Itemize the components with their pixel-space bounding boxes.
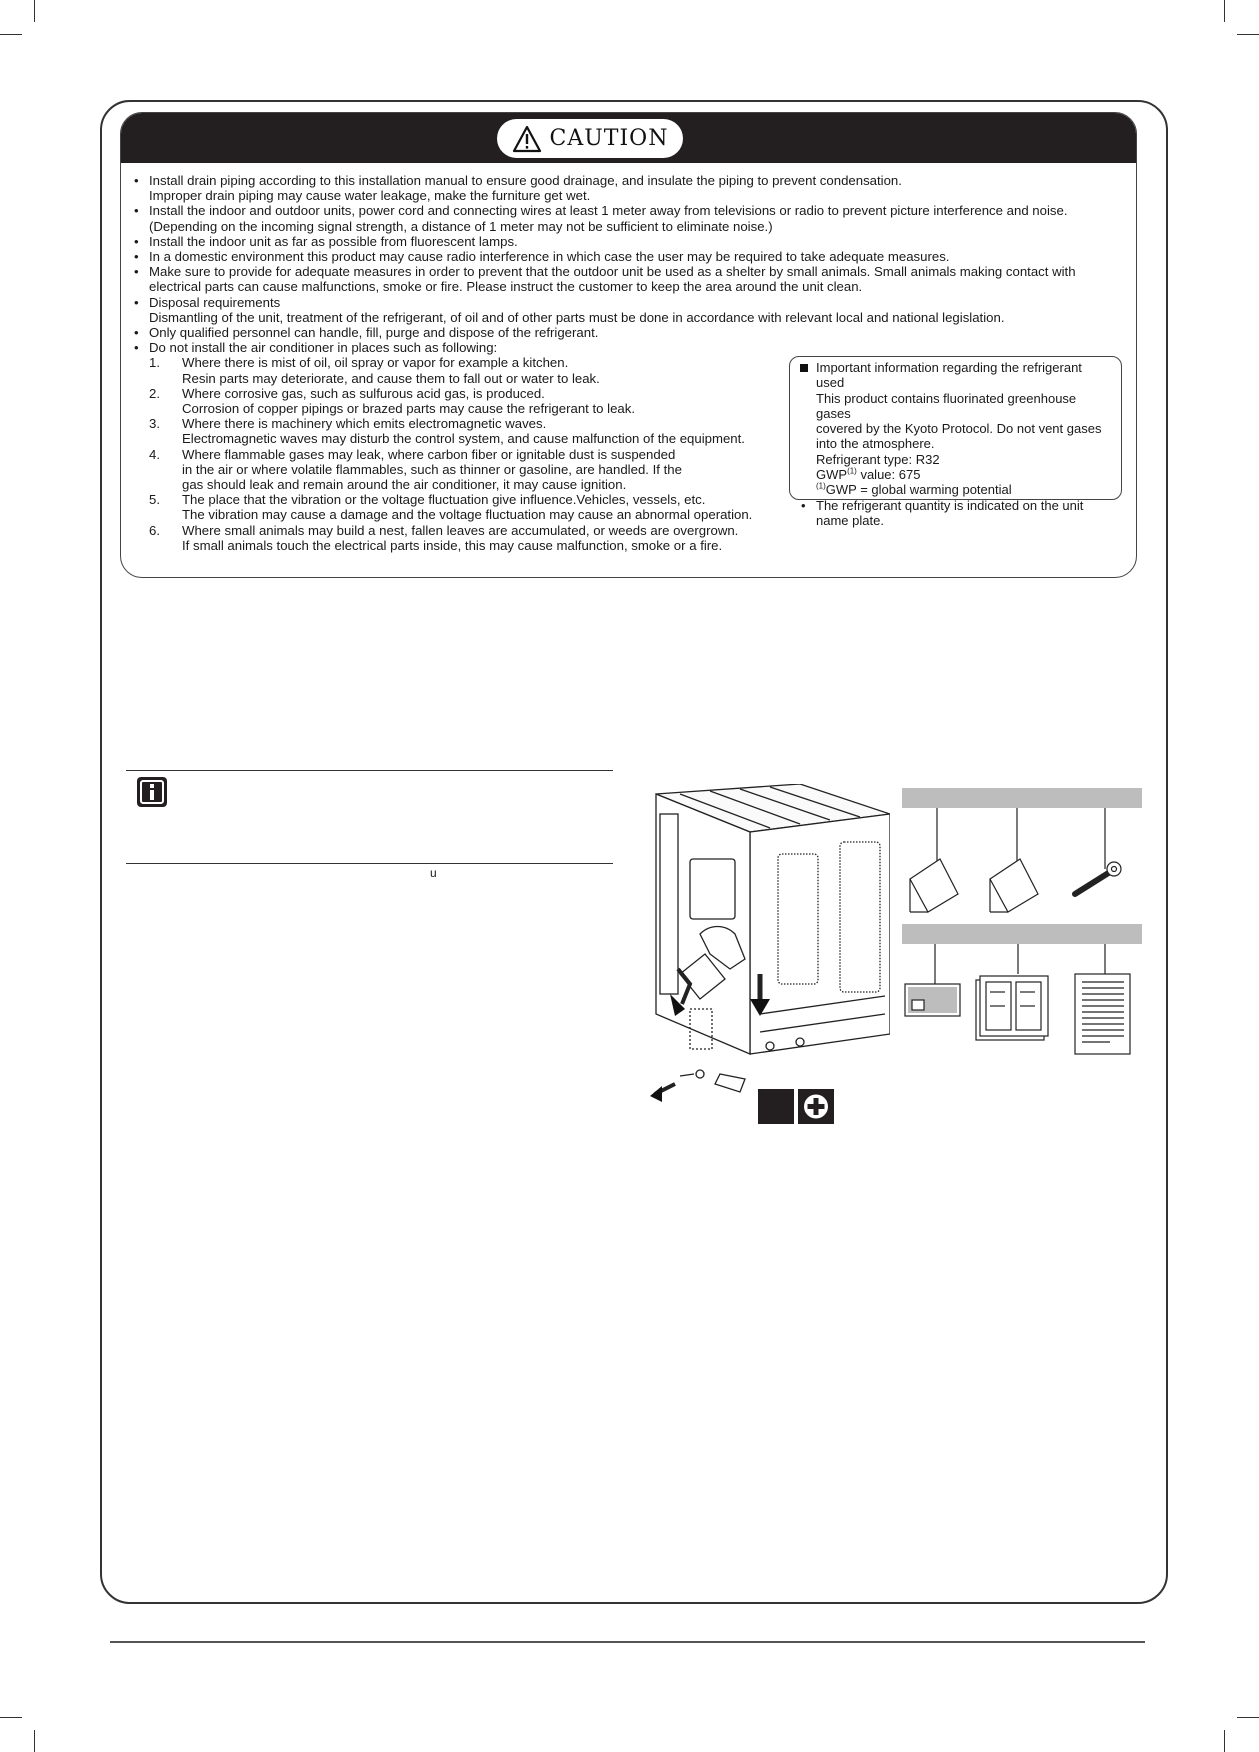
wiring-diagram-sheets-icon bbox=[976, 976, 1048, 1040]
crop-mark bbox=[1237, 1717, 1259, 1718]
stray-text: u bbox=[430, 866, 437, 880]
crop-mark bbox=[0, 1717, 22, 1718]
manual-booklet-icon bbox=[910, 859, 958, 912]
place-item: 6. Where small animals may build a nest, fallen leaves are accumulated, or weeds are overgrown. If small animals touch the electrical parts inside, this may cause malfunction, smoke or a fire. bbox=[149, 522, 739, 553]
caution-box bbox=[120, 112, 1137, 578]
label-sticker-icon bbox=[905, 984, 960, 1016]
footer-rule bbox=[110, 1641, 1145, 1643]
refrigerant-quantity-note: • The refrigerant quantity is indicated on the unit name plate. bbox=[798, 498, 1113, 529]
list-item: • Install the indoor and outdoor units, power cord and connecting wires at least 1 meter away from televisions or radio to prevent picture interference and noise. (Depending on the incoming signal strength, a distance of 1 meter may not be sufficient to eliminate noise.) bbox=[131, 203, 1131, 233]
list-item: • Install the indoor unit as far as possible from fluorescent lamps. bbox=[131, 234, 1131, 249]
info-icon bbox=[136, 776, 168, 808]
list-item: • Make sure to provide for adequate measures in order to prevent that the outdoor unit be used as a shelter by small animals. Small animals making contact with electrical parts can cause malfunctions, smoke or fire. Please instruct the customer to keep the area around the unit clean. bbox=[131, 264, 1131, 294]
list-item: • Install drain piping according to this installation manual to ensure good drainage, and insulate the piping to prevent condensation. Improper drain piping may cause water leakage, make the furniture get wet. bbox=[131, 173, 1131, 203]
caution-header bbox=[121, 113, 1136, 163]
place-item: 2. Where corrosive gas, such as sulfurous acid gas, is produced. Corrosion of copper pipings or brazed parts may cause the refrigerant to leak. bbox=[149, 385, 636, 417]
outdoor-unit-illustration bbox=[650, 784, 890, 1129]
list-item: • Only qualified personnel can handle, fill, purge and dispose of the refrigerant. bbox=[131, 325, 1131, 340]
crop-mark bbox=[1224, 0, 1225, 22]
document-sheet-icon bbox=[1075, 974, 1130, 1054]
gwp-value: GWP$^{(1)}$ value: 675 bbox=[816, 466, 921, 483]
wrench-icon bbox=[1075, 862, 1121, 894]
caution-title: CAUTION bbox=[549, 126, 669, 151]
list-item: • Do not install the air conditioner in places such as following: 1. Where there is mist of oil, oil spray or vapor for example a kitchen. Resin parts may deteriorate, and cause them to fall out or water to leak. 2. Where corrosive gas, such as sulfurous acid gas, is produced. Corrosion of copper pipings or brazed parts may cause the refrigerant to leak. 3. Where there is machinery which emits electromagnetic waves. Electromagnetic waves may disturb the control system, and cause malfunction of the equipment. 4. Where flammable gases may leak, where carbon fiber or ignitable dust is suspended in the air or where volatile flammables, such as thinner or gasoline, are handled. If the gas should leak and remain around the air conditioner, it may cause ignition. 5. The place that the vibration or the voltage fluctuation give influence.Vehicles, vessels, etc. The vibration may cause a damage and the voltage fluctuation may cause an abnormal operation. 6. Where small animals may build a nest, fallen leaves are accumulated, or weeds are overgrown. If small animals touch the electrical parts inside, this may cause malfunction, smoke or a fire. bbox=[131, 340, 1131, 553]
info-bottom-rule bbox=[126, 863, 613, 864]
caution-badge bbox=[497, 119, 683, 158]
crop-mark bbox=[1237, 34, 1259, 35]
crop-mark bbox=[0, 34, 22, 35]
place-item: 4. Where flammable gases may leak, where carbon fiber or ignitable dust is suspended in the air or where volatile flammables, such as thinner or gasoline, are handled. If the gas should leak and remain around the air conditioner, it may cause ignition. bbox=[149, 446, 682, 493]
places-list bbox=[149, 355, 789, 553]
list-item: • Disposal requirements Dismantling of the unit, treatment of the refrigerant, of oil and of other parts must be done in accordance with relevant local and national legislation. bbox=[131, 295, 1131, 325]
refrigerant-info-box: Important information regarding the refrigerant used This product contains fluorinated greenhouse gases covered by the Kyoto Protocol. Do not vent gases into the atmosphere. Refrigerant type: R32 GWP$^{(1)}$ value: 675 $^{(1)}$GWP = global warming potential • The refrigerant quantity is indicated on the unit name plate. bbox=[789, 356, 1122, 500]
accessories-illustration bbox=[900, 784, 1145, 1059]
phillips-screwdriver-icon bbox=[804, 1095, 828, 1119]
crop-mark bbox=[34, 0, 35, 22]
refrigerant-heading: Important information regarding the refrigerant used bbox=[798, 360, 1113, 391]
gwp-note: $^{(1)}$GWP = global warming potential bbox=[816, 482, 1012, 498]
place-item: 3. Where there is machinery which emits electromagnetic waves. Electromagnetic waves may disturb the control system, and cause malfunction of the equipment. bbox=[149, 416, 745, 447]
warning-triangle-icon bbox=[512, 125, 542, 153]
crop-mark bbox=[1224, 1730, 1225, 1752]
list-item: • In a domestic environment this product may cause radio interference in which case the user may be required to take adequate measures. bbox=[131, 249, 1131, 264]
refrigerant-type: Refrigerant type: R32 bbox=[816, 451, 940, 467]
manual-booklet-icon bbox=[990, 859, 1038, 912]
place-item: 5. The place that the vibration or the voltage fluctuation give influence.Vehicles, vessels, etc. The vibration may cause a damage and the voltage fluctuation may cause an abnormal operation. bbox=[149, 492, 753, 523]
place-item: 1. Where there is mist of oil, oil spray or vapor for example a kitchen. Resin parts may deteriorate, and cause them to fall out or water to leak. bbox=[149, 355, 600, 386]
info-top-rule bbox=[126, 770, 613, 771]
crop-mark bbox=[34, 1730, 35, 1752]
